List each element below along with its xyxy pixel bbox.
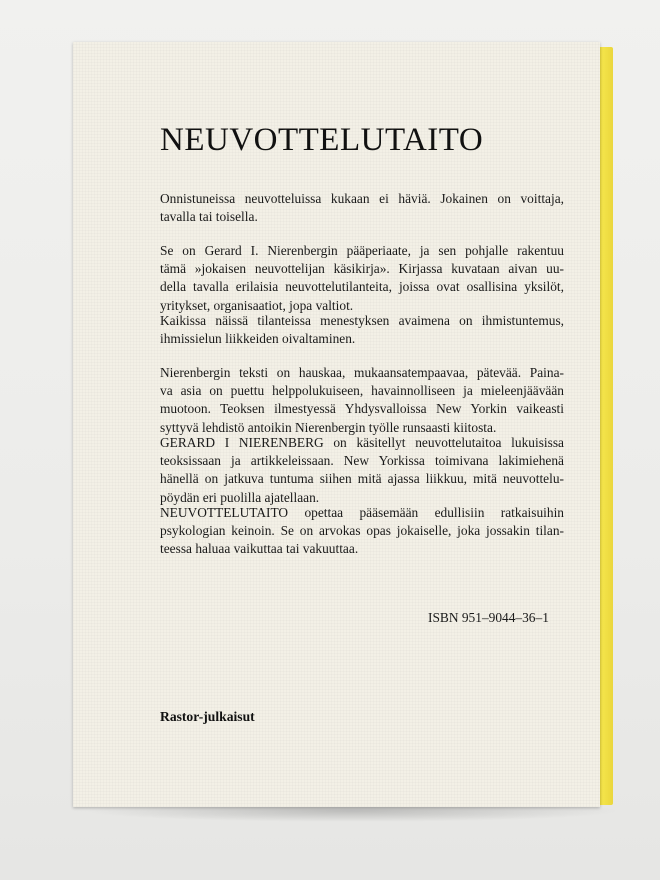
blurb-paragraph-1 <box>160 190 564 226</box>
publisher-name: Rastor-julkaisut <box>160 709 255 724</box>
text-line: syttyvä lehdistö antoikin Nierenbergin työlle runsaasti kiitosta. <box>160 419 497 435</box>
text-line: Kaikissa näissä tilanteissa menestyksen avaimena on ihmistuntemus, <box>160 313 564 328</box>
text-line: tämä »jokaisen neuvottelijan käsikirja». Kirjassa kuvataan aivan uu- <box>160 261 564 277</box>
text-line: Se on Gerard I. Nierenbergin pääperiaate, ja sen pohjalle rakentuu <box>160 243 564 258</box>
text-line: NEUVOTTELUTAITO opettaa pääsemään edullisiin ratkaisuihin <box>160 505 564 520</box>
text-line: teessa haluaa vaikuttaa tai vakuuttaa. <box>160 541 359 557</box>
blurb-paragraph-2 <box>160 242 564 315</box>
book-title: NEUVOTTELUTAITO <box>160 122 484 158</box>
book-back-cover <box>73 42 600 807</box>
text-line: ihmissielun liikkeiden oivaltaminen. <box>160 331 356 347</box>
text-line: della tavalla erilaisia neuvottelutilanteita, joissa ovat osallisina yksilöt, <box>160 279 564 295</box>
text-line: hänellä on jatkuva tuntuma siihen mitä ajassa liikkuu, mitä neuvottelu- <box>160 471 564 487</box>
text-line: GERARD I NIERENBERG on käsitellyt neuvottelutaitoa lukuisissa <box>160 435 564 450</box>
text-line: va asia on puettu helppolukuiseen, havainnolliseen ja mieleenjäävään <box>160 383 564 399</box>
text-line: tavalla tai toisella. <box>160 209 258 225</box>
blurb-paragraph-6 <box>160 504 564 559</box>
text-line: muotoon. Teoksen ilmestyessä Yhdysvalloissa New Yorkin vaikeasti <box>160 401 564 417</box>
isbn-number: ISBN 951–9044–36–1 <box>428 610 549 625</box>
text-line: pöydän eri puolilla ajatellaan. <box>160 489 320 505</box>
text-line: psykologian keinoin. Se on arvokas opas jokaiselle, joka jossakin tilan- <box>160 523 564 539</box>
text-line: yritykset, organisaatiot, jopa valtiot. <box>160 297 354 313</box>
blurb-paragraph-4 <box>160 364 564 437</box>
text-line: teoksissaan ja artikkeleissaan. New Yorkissa toimivana lakimiehenä <box>160 453 564 469</box>
blurb-paragraph-5 <box>160 434 564 507</box>
blurb-paragraph-3 <box>160 312 564 348</box>
text-line: Onnistuneissa neuvotteluissa kukaan ei häviä. Jokainen on voittaja, <box>160 191 564 206</box>
text-line: Nierenbergin teksti on hauskaa, mukaansatempaavaa, pätevää. Paina- <box>160 365 564 380</box>
